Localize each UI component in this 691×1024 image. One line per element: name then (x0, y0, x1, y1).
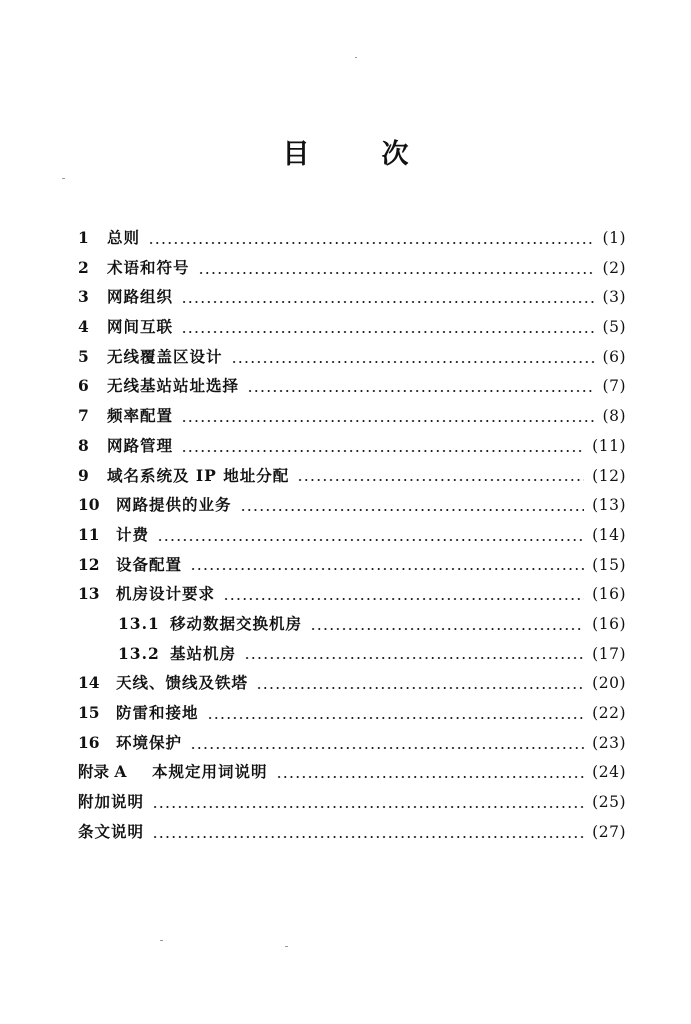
toc-entry-number: 13.1 (118, 613, 160, 633)
toc-entry-number: 2 (78, 257, 89, 277)
toc-leader-dots (276, 776, 585, 778)
toc-leader-dots (190, 747, 584, 749)
toc-entry-page: (15) (592, 555, 626, 574)
toc-entry-page: (25) (592, 793, 626, 812)
toc-leader-dots (157, 539, 584, 541)
toc-entry-page: (3) (602, 288, 626, 307)
toc-entry-title: 天线、馈线及铁塔 (116, 673, 249, 693)
toc-entry-page: (16) (592, 585, 626, 604)
table-of-contents (78, 226, 626, 849)
toc-entry-title: 无线覆盖区设计 (107, 346, 223, 366)
scan-speck (355, 57, 357, 58)
toc-leader-dots (240, 509, 585, 511)
toc-entry[interactable] (78, 315, 626, 345)
toc-entry-title: 附加说明 (78, 792, 145, 812)
toc-entry-title: 计费 (116, 524, 150, 544)
toc-subentry[interactable] (78, 642, 626, 672)
toc-entry[interactable] (78, 701, 626, 731)
toc-leader-dots (148, 242, 595, 244)
toc-leader-dots (190, 568, 584, 570)
toc-leader-dots (244, 657, 584, 659)
toc-entry-page: (7) (602, 377, 626, 396)
toc-leader-dots (223, 598, 584, 600)
toc-entry-page: (16) (592, 614, 626, 633)
toc-entry-number: 10 (78, 495, 100, 515)
toc-entry-number: 4 (78, 317, 89, 337)
toc-entry[interactable] (78, 226, 626, 256)
toc-leader-dots (152, 836, 584, 838)
toc-entry[interactable] (78, 374, 626, 404)
toc-entry-page: (14) (592, 525, 626, 544)
toc-leader-dots (181, 331, 595, 333)
toc-entry-page: (1) (602, 229, 626, 247)
toc-entry-number: 3 (78, 287, 89, 307)
toc-entry-number: 1 (78, 228, 89, 247)
toc-entry[interactable] (78, 256, 626, 286)
toc-entry-number: 11 (78, 524, 100, 544)
toc-entry-clause-notes[interactable] (78, 820, 626, 850)
toc-entry-title: 术语和符号 (107, 257, 190, 277)
toc-entry-additional-notes[interactable] (78, 790, 626, 820)
toc-entry-page: (24) (592, 763, 626, 782)
toc-entry[interactable] (78, 404, 626, 434)
toc-entry-number: 14 (78, 673, 100, 693)
toc-entry-page: (6) (602, 347, 626, 366)
toc-entry-page: (12) (592, 466, 626, 485)
toc-entry-number: 12 (78, 554, 100, 574)
toc-entry[interactable] (78, 464, 626, 494)
toc-entry-title: 机房设计要求 (116, 584, 216, 604)
toc-entry-number: 6 (78, 376, 89, 396)
toc-entry-title: 防雷和接地 (116, 703, 199, 722)
scan-speck (160, 940, 163, 941)
toc-leader-dots (181, 420, 595, 422)
toc-entry-page: (22) (592, 704, 626, 722)
toc-entry-title: 环境保护 (116, 732, 183, 752)
toc-entry[interactable] (78, 553, 626, 583)
toc-subentry[interactable] (78, 612, 626, 642)
toc-entry-page: (2) (602, 258, 626, 277)
toc-leader-dots (152, 806, 584, 808)
toc-entry-page: (11) (592, 436, 626, 455)
toc-entry-page: (13) (592, 496, 626, 515)
toc-entry-title: 条文说明 (78, 821, 145, 841)
toc-entry-page: (20) (592, 674, 626, 693)
toc-entry[interactable] (78, 671, 626, 701)
toc-entry-number: 13 (78, 584, 100, 604)
toc-entry-title: 总则 (107, 228, 141, 247)
title-char-2: 次 (381, 139, 409, 170)
scan-speck (285, 946, 288, 947)
toc-entry[interactable] (78, 582, 626, 612)
scan-speck (62, 178, 65, 179)
toc-entry-title: 网路提供的业务 (116, 495, 232, 515)
toc-entry-number: 5 (78, 346, 89, 366)
toc-entry-title: 网间互联 (107, 317, 174, 337)
toc-entry-number: 16 (78, 732, 100, 752)
toc-entry-title: 设备配置 (116, 554, 183, 574)
toc-leader-dots (231, 361, 595, 363)
toc-entry-page: (17) (592, 644, 626, 663)
toc-entry[interactable] (78, 493, 626, 523)
toc-entry[interactable] (78, 285, 626, 315)
toc-entry-number: 15 (78, 703, 100, 722)
toc-entry-title: 网路管理 (107, 435, 174, 455)
toc-leader-dots (256, 687, 584, 689)
toc-entry-appendix[interactable] (78, 760, 626, 790)
toc-entry-title: 本规定用词说明 (152, 762, 268, 782)
toc-entry-number: 9 (78, 465, 89, 485)
toc-entry-number: 8 (78, 435, 89, 455)
page-title (0, 132, 691, 171)
toc-entry-number: 7 (78, 406, 89, 426)
toc-leader-dots (310, 628, 584, 630)
toc-entry-title: 频率配置 (107, 406, 174, 426)
toc-entry-title: 网路组织 (107, 287, 174, 307)
toc-entry-number: 附录 A (78, 762, 127, 782)
toc-leader-dots (247, 390, 595, 392)
toc-entry-page: (27) (592, 822, 626, 841)
toc-leader-dots (181, 301, 595, 303)
toc-entry-title: 无线基站站址选择 (107, 376, 240, 396)
toc-entry[interactable] (78, 731, 626, 761)
toc-leader-dots (207, 717, 585, 719)
toc-leader-dots (297, 479, 584, 481)
toc-entry-title: 基站机房 (170, 643, 237, 663)
toc-entry[interactable] (78, 523, 626, 553)
toc-entry-title: 域名系统及 IP 地址分配 (107, 465, 290, 485)
toc-leader-dots (181, 450, 584, 452)
toc-entry[interactable] (78, 345, 626, 375)
toc-entry-page: (23) (592, 733, 626, 752)
toc-entry[interactable] (78, 434, 626, 464)
toc-entry-page: (5) (602, 318, 626, 337)
toc-entry-number: 13.2 (118, 643, 160, 663)
toc-entry-page: (8) (602, 407, 626, 426)
title-char-1: 目 (282, 139, 310, 170)
toc-entry-title: 移动数据交换机房 (170, 613, 303, 633)
toc-leader-dots (198, 272, 595, 274)
